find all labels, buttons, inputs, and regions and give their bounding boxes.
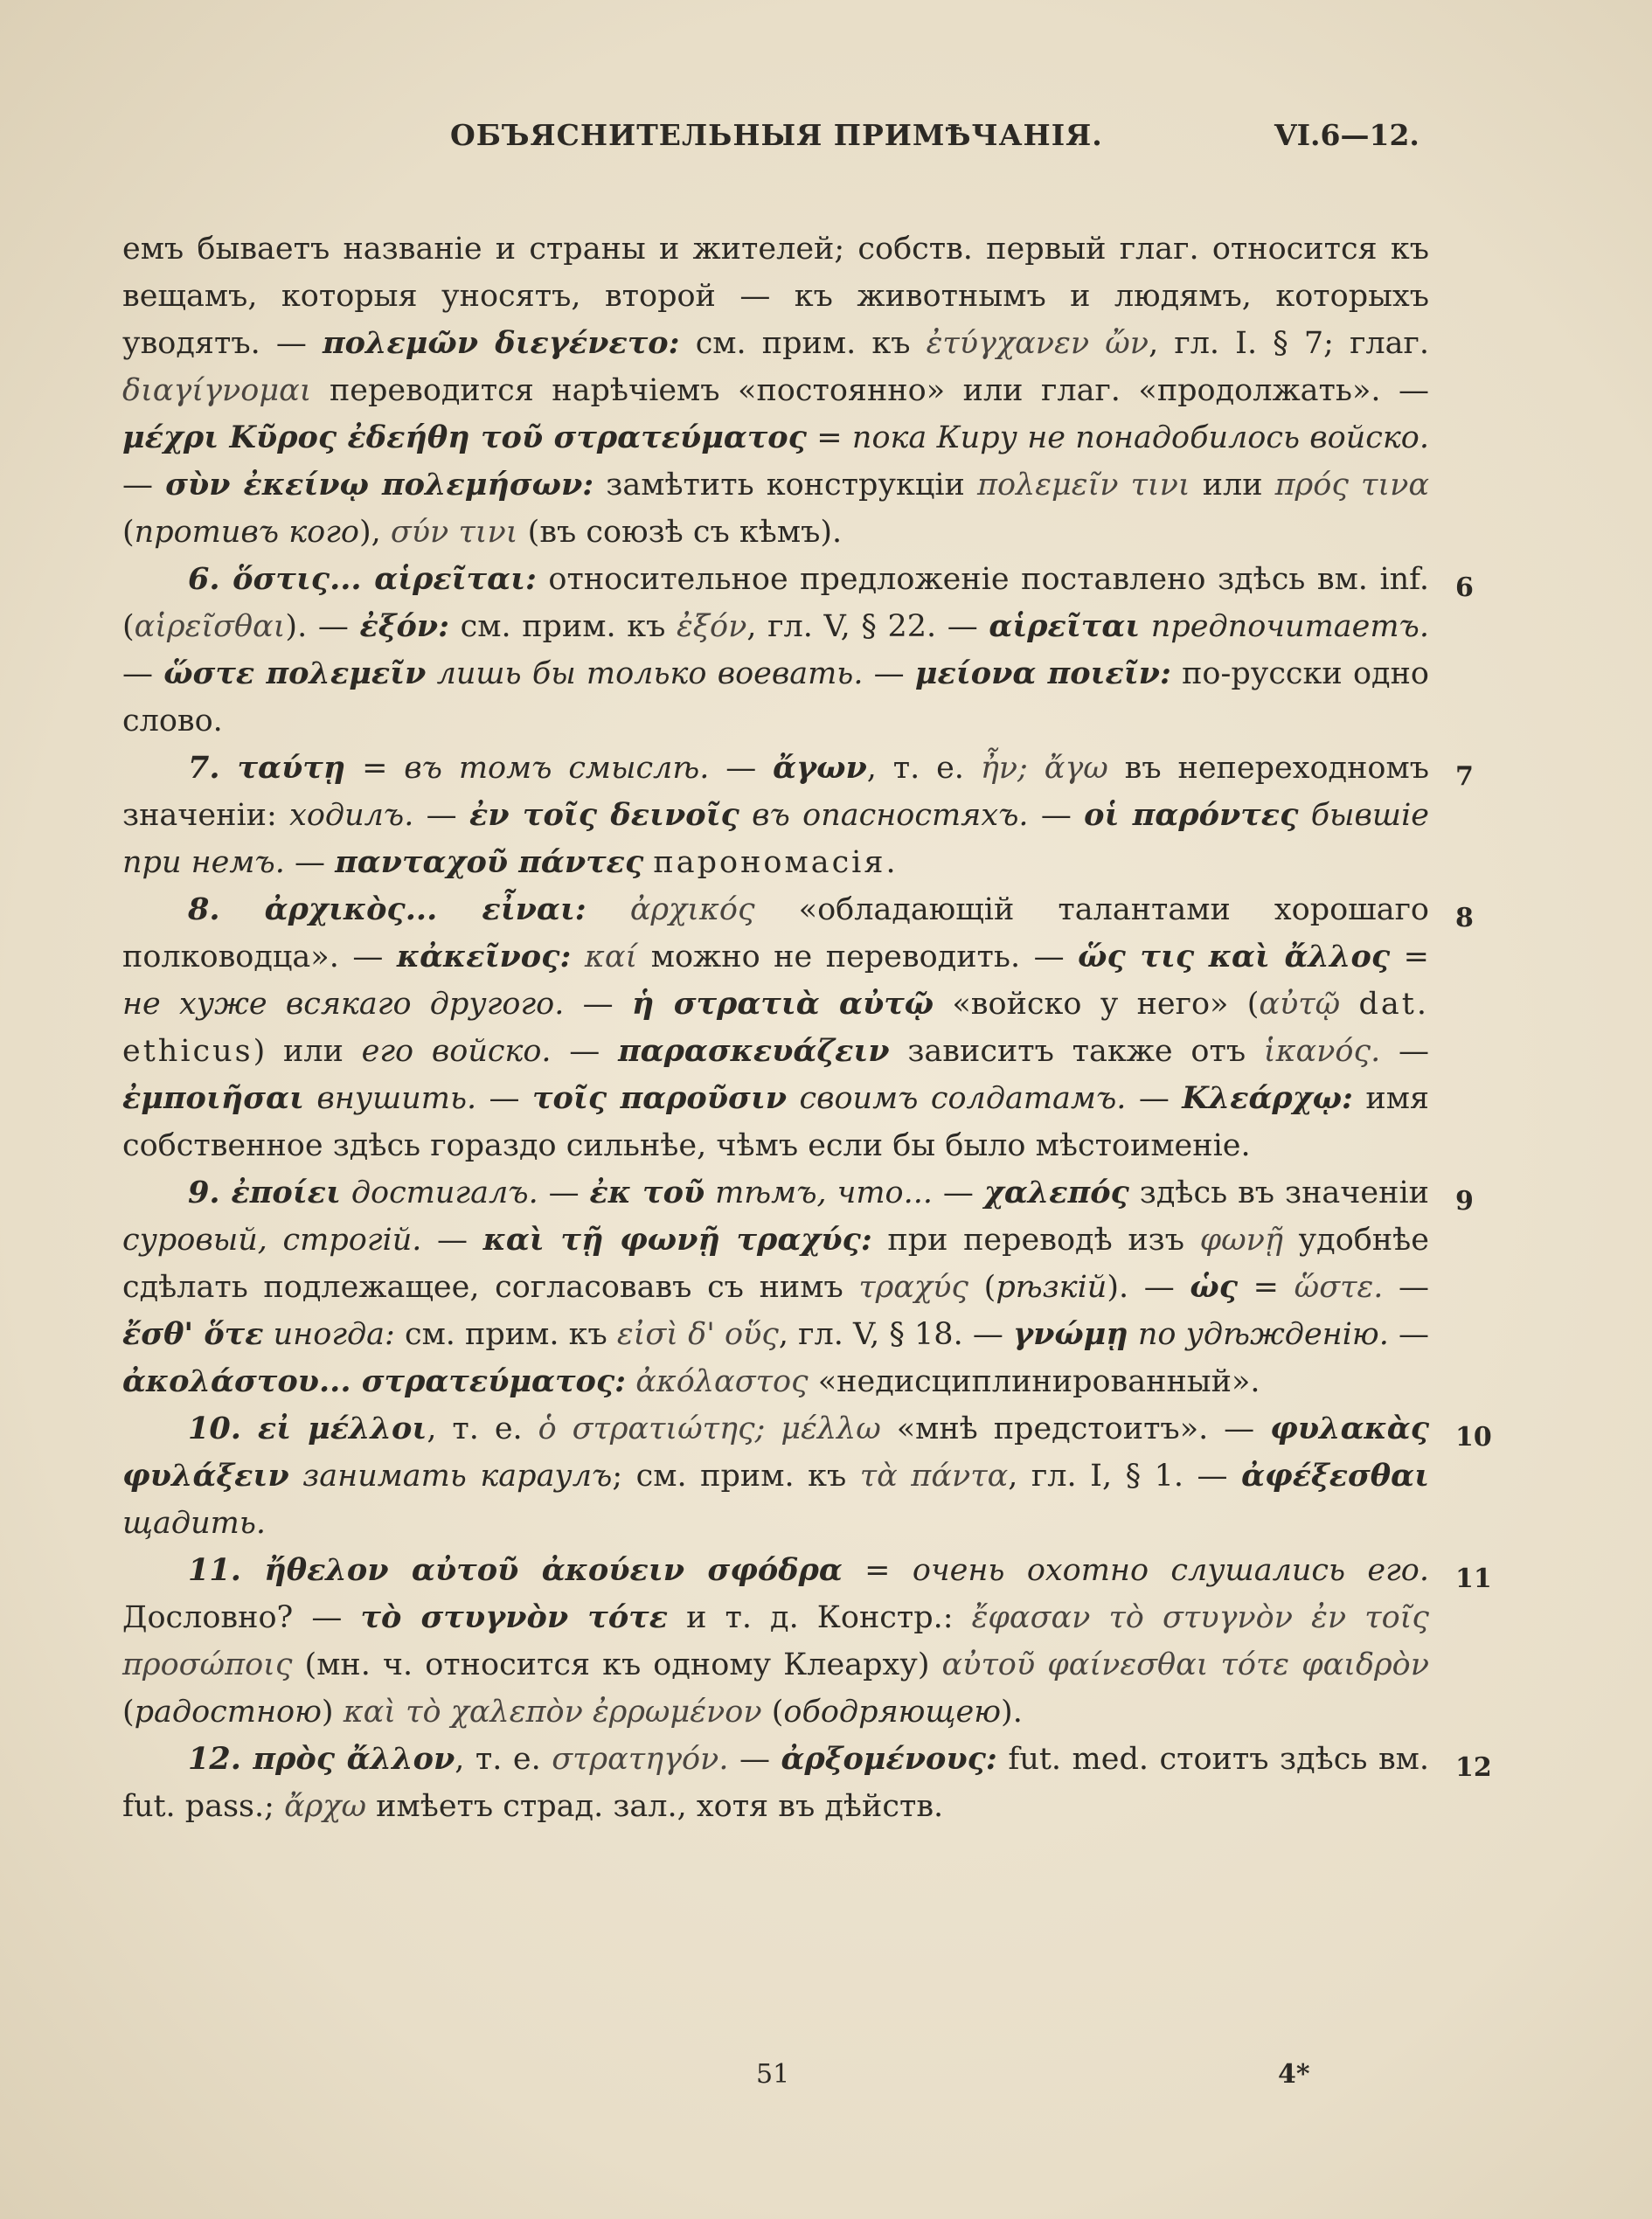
russian-text: — [122, 656, 164, 691]
russian-text: — [728, 1742, 781, 1777]
running-title: ОБЪЯСНИТЕЛЬНЫЯ ПРИМѢЧАНІЯ. [450, 118, 1103, 152]
section-reference: VI.6—12. [1274, 118, 1419, 152]
greek-quote: τὰ πάντα [859, 1459, 1009, 1494]
russian-text: переводится нарѣчіемъ «постоянно» или глаг. «продолжать». — [311, 373, 1429, 408]
greek-lemma: οἱ παρόντες [1084, 797, 1299, 833]
russian-text: — [1380, 1034, 1429, 1069]
greek-lemma: ἔσθ' ὅτε [122, 1316, 264, 1352]
greek-quote: ἐτύγχανεν ὤν [926, 326, 1149, 361]
paragraph-text [122, 892, 1429, 1163]
russian-text: или [1190, 468, 1275, 503]
russian-text: въ непереходномъ значеніи: [122, 751, 1429, 833]
russian-translation: иногда: [263, 1317, 395, 1352]
greek-lemma: 11. ἤθελον αὐτοῦ ἀκούειν σφόδρα [188, 1552, 843, 1588]
russian-translation: внушить. [303, 1081, 477, 1116]
russian-text: здѣсь въ значеніи [1128, 1175, 1429, 1210]
russian-text: , гл. V, § 22. — [746, 609, 989, 644]
russian-text: имѣетъ страд. зал., хотя въ дѣйств. [366, 1789, 944, 1824]
russian-text: ( [122, 515, 135, 550]
russian-translation: бывшіе при немъ. [122, 798, 1429, 880]
russian-translation: щадить. [122, 1506, 266, 1541]
russian-text: ) [321, 1695, 344, 1730]
greek-quote: αἱρεῖσθαι [134, 609, 286, 644]
note-10 [122, 1405, 1492, 1547]
russian-text: — [1383, 1270, 1429, 1305]
russian-text: ). — [1107, 1270, 1190, 1305]
russian-text: зависитъ также отъ [889, 1034, 1264, 1069]
greek-lemma: ἀρξομένους: [781, 1741, 997, 1777]
greek-lemma: 10. εἰ μέλλοι [188, 1411, 427, 1446]
russian-translation: ободряющею [783, 1695, 1002, 1730]
russian-text: ; см. прим. къ [612, 1459, 860, 1494]
russian-text: = [1390, 940, 1429, 974]
russian-text: — [413, 798, 469, 833]
page-number: 51 [756, 2059, 790, 2090]
page-footer [0, 2059, 1652, 2103]
greek-lemma: ἀκολάστου... στρατεύματος: [122, 1363, 627, 1399]
greek-lemma: 6. ὅστις... αἱρεῖται: [188, 561, 537, 597]
russian-translation: радостною [134, 1695, 322, 1730]
greek-lemma: ἀφέξεσθαι [1241, 1458, 1429, 1494]
greek-quote: διαγίγνομαι [122, 373, 312, 408]
greek-lemma: ὥστε πολεμεῖν [163, 655, 427, 691]
paragraph-text [122, 1411, 1429, 1541]
greek-quote: εἰσὶ δ' οὕς [616, 1317, 779, 1352]
russian-text: — [551, 1034, 619, 1069]
note-paragraph-continuation [122, 225, 1429, 556]
greek-lemma: παρασκευάζειν [618, 1033, 890, 1069]
russian-translation: очень охотно слушались его. [912, 1553, 1429, 1588]
note-11 [122, 1547, 1492, 1736]
russian-text: = [842, 1553, 913, 1588]
greek-quote: καὶ τὸ χαλεπὸν ἐρρωμένον [343, 1695, 762, 1730]
russian-text: удобнѣе сдѣлать подлежащее, согласовавъ съ нимъ [122, 1223, 1429, 1305]
greek-lemma: σὺν ἐκείνῳ πολεμήσων: [165, 467, 594, 503]
russian-text: можно не переводить. — [637, 940, 1079, 974]
russian-text: ) или [253, 1034, 362, 1069]
russian-text: — [932, 1175, 984, 1210]
russian-translation: въ томъ смыслѣ. [404, 751, 710, 786]
russian-translation: предпочитаетъ. [1140, 609, 1429, 644]
russian-text: = [345, 751, 405, 786]
paragraph-text [122, 562, 1429, 739]
russian-text: = [806, 420, 852, 455]
russian-text [643, 845, 653, 880]
russian-text: емъ бываетъ названіе и страны и жителей; собств. первый глаг. относится къ вещамъ, которыя уносятъ, второй — къ животнымъ и людямъ, которыхъ уводятъ. — [122, 232, 1429, 361]
greek-lemma: τοῖς παροῦσιν [531, 1080, 788, 1116]
russian-translation: занимать караулъ [288, 1459, 613, 1494]
page-header [0, 118, 1652, 170]
greek-quote: ἀρχικός [629, 892, 755, 927]
greek-quote: αὐτῷ [1259, 987, 1341, 1022]
paragraph-text [122, 751, 1429, 880]
greek-quote: ἔφασαν τὸ στυγνὸν ἐν τοῖς προσώποις [122, 1600, 1429, 1682]
paragraph-text [122, 1553, 1429, 1730]
russian-translation: суровый, строгій. [122, 1223, 422, 1258]
greek-quote: φωνῇ [1199, 1223, 1283, 1258]
russian-text [587, 892, 630, 927]
greek-quote: ἀκόλαστος [635, 1364, 809, 1399]
greek-quote: πρός τινα [1274, 468, 1429, 503]
russian-text: ( [968, 1270, 996, 1305]
russian-translation: не хуже всякаго другого. [122, 987, 565, 1022]
greek-quote: ἐξόν [677, 609, 747, 644]
russian-text: ( [122, 1695, 135, 1730]
greek-lemma: 12. πρὸς ἄλλον [188, 1741, 455, 1777]
russian-translation: въ опасностяхъ. [739, 798, 1029, 833]
commentary-body [122, 225, 1492, 1830]
greek-lemma: ὡς [1190, 1269, 1239, 1305]
spaced-term: dat. ethicus [122, 987, 1429, 1069]
russian-text: , гл. V, § 18. — [778, 1317, 1013, 1352]
russian-text: по-русски одно слово. [122, 656, 1429, 739]
spaced-term: парономасія. [653, 845, 899, 880]
russian-text: замѣтить конструкціи [593, 468, 977, 503]
russian-text: (въ союзѣ съ кѣмъ). [517, 515, 843, 550]
russian-translation: достигалъ. [340, 1175, 538, 1210]
russian-translation: пока Киру не понадобилось войско. [851, 420, 1429, 455]
russian-text: и т. д. Констр.: [668, 1600, 972, 1635]
russian-text: «недисциплинированный». [808, 1364, 1260, 1399]
greek-lemma: ἐκ τοῦ [589, 1175, 705, 1210]
russian-text: «войско у него» ( [934, 987, 1260, 1022]
russian-text: — [1388, 1317, 1429, 1352]
greek-lemma: μείονα ποιεῖν: [914, 655, 1171, 691]
paragraph-text [122, 232, 1429, 550]
greek-lemma: φυλακὰς φυλάξειν [122, 1411, 1430, 1494]
note-8 [122, 886, 1474, 1169]
russian-text: «обладающій талантами хорошаго полководца». — [122, 892, 1429, 974]
russian-text: см. прим. къ [679, 326, 927, 361]
note-7 [122, 745, 1474, 886]
russian-translation: его войско. [361, 1034, 552, 1069]
greek-quote: καί [584, 940, 638, 974]
greek-lemma: πολεμῶν διεγένετο: [323, 325, 680, 361]
russian-text: (мн. ч. относится къ одному Клеарху) [292, 1647, 942, 1682]
greek-lemma: γνώμῃ [1012, 1316, 1128, 1352]
greek-lemma: 7. ταύτῃ [188, 750, 346, 786]
margin-number-11: 11 [1455, 1564, 1492, 1594]
russian-text: — [564, 987, 632, 1022]
greek-quote: ἦν; ἄγω [980, 751, 1108, 786]
russian-text: см. прим. къ [394, 1317, 617, 1352]
russian-text: ), [358, 515, 391, 550]
greek-quote: ἄρχω [284, 1789, 367, 1824]
margin-number-12: 12 [1455, 1752, 1492, 1783]
russian-text: — [709, 751, 774, 786]
russian-text [626, 1364, 635, 1399]
russian-text: имя собственное здѣсь гораздо сильнѣе, чѣмъ если бы было мѣстоименіе. [122, 1081, 1430, 1163]
russian-text: — [421, 1223, 483, 1258]
russian-translation: ходилъ. [289, 798, 414, 833]
greek-lemma: 9. ἐποίει [188, 1175, 341, 1210]
russian-text: — [863, 656, 915, 691]
greek-quote: ὥστε. [1294, 1270, 1384, 1305]
greek-lemma: ἐξόν: [359, 608, 450, 644]
russian-text: относительное предложеніе поставлено здѣсь вм. inf. ( [122, 562, 1430, 644]
russian-text: fut. med. стоитъ здѣсь вм. fut. pass.; [122, 1742, 1429, 1824]
greek-quote: τραχύς [858, 1270, 969, 1305]
russian-text: при переводѣ изъ [871, 1223, 1200, 1258]
greek-lemma: ἡ στρατιὰ αὐτῷ [631, 986, 934, 1022]
russian-translation: своимъ солдатамъ. [787, 1081, 1127, 1116]
russian-translation: по удѣжденію. [1128, 1317, 1389, 1352]
paragraph-text [122, 1742, 1429, 1824]
greek-lemma: τὸ στυγνὸν τότε [360, 1599, 668, 1635]
greek-lemma: πανταχοῦ πάντες [335, 844, 644, 880]
greek-lemma: χαλεπός [983, 1175, 1129, 1210]
russian-text: — [122, 468, 166, 503]
greek-lemma: καὶ τῇ φωνῇ τραχύς: [482, 1222, 872, 1258]
greek-quote: αὐτοῦ φαίνεσθαι τότε φαιδρὸν [941, 1647, 1429, 1682]
russian-text: ). — [285, 609, 360, 644]
signature-mark: 4* [1278, 2059, 1310, 2090]
russian-text: см. прим. къ [449, 609, 677, 644]
paragraph-text [122, 1175, 1429, 1399]
russian-translation: лишь бы только воевать. [426, 656, 864, 691]
russian-text: ( [761, 1695, 784, 1730]
margin-number-7: 7 [1455, 761, 1474, 792]
greek-lemma: ἐμποιῆσαι [122, 1080, 304, 1116]
russian-text [1340, 987, 1358, 1022]
russian-translation: рѣзкій [996, 1270, 1107, 1305]
russian-text: — [476, 1081, 532, 1116]
greek-lemma: αἱρεῖται [989, 608, 1141, 644]
russian-text: , т. е. [866, 751, 981, 786]
russian-text: — [538, 1175, 590, 1210]
russian-translation: тѣмъ, что... [705, 1175, 933, 1210]
russian-text: , т. е. [427, 1411, 538, 1446]
russian-text [571, 940, 585, 974]
russian-text: , гл. I. § 7; глаг. [1149, 326, 1429, 361]
greek-lemma: κἀκεῖνος: [396, 939, 572, 974]
margin-number-10: 10 [1455, 1422, 1492, 1453]
russian-text: Дословно? — [122, 1600, 361, 1635]
greek-lemma: 8. ἀρχικὸς... εἶναι: [188, 891, 587, 927]
russian-text: , гл. I, § 1. — [1008, 1459, 1242, 1494]
russian-text: «мнѣ предстоитъ». — [880, 1411, 1271, 1446]
greek-quote: πολεμεῖν τινι [976, 468, 1190, 503]
russian-text: , т. е. [455, 1742, 552, 1777]
greek-quote: σύν τινι [390, 515, 518, 550]
note-9 [122, 1169, 1474, 1405]
greek-quote: ὁ στρατιώτης; μέλλω [538, 1411, 881, 1446]
greek-quote: ἱκανός. [1263, 1034, 1381, 1069]
russian-text: ). [1001, 1695, 1023, 1730]
greek-lemma: ἐν τοῖς δεινοῖς [469, 797, 739, 833]
russian-text: — [1028, 798, 1085, 833]
greek-lemma: Κλεάρχῳ: [1182, 1080, 1353, 1116]
margin-number-6: 6 [1455, 572, 1474, 603]
russian-text: — [284, 845, 336, 880]
greek-lemma: μέχρι Κῦρος ἐδεήθη τοῦ στρατεύματος [122, 420, 807, 455]
russian-text: = [1238, 1270, 1295, 1305]
note-12 [122, 1736, 1492, 1830]
greek-lemma: ἄγων [773, 750, 867, 786]
greek-quote: στρατηγόν. [552, 1742, 729, 1777]
russian-translation: противъ кого [134, 515, 359, 550]
russian-text: — [1126, 1081, 1183, 1116]
greek-lemma: ὥς τις καὶ ἄλλος [1078, 939, 1391, 974]
note-6 [122, 556, 1474, 745]
margin-number-8: 8 [1455, 903, 1474, 933]
margin-number-9: 9 [1455, 1186, 1474, 1217]
